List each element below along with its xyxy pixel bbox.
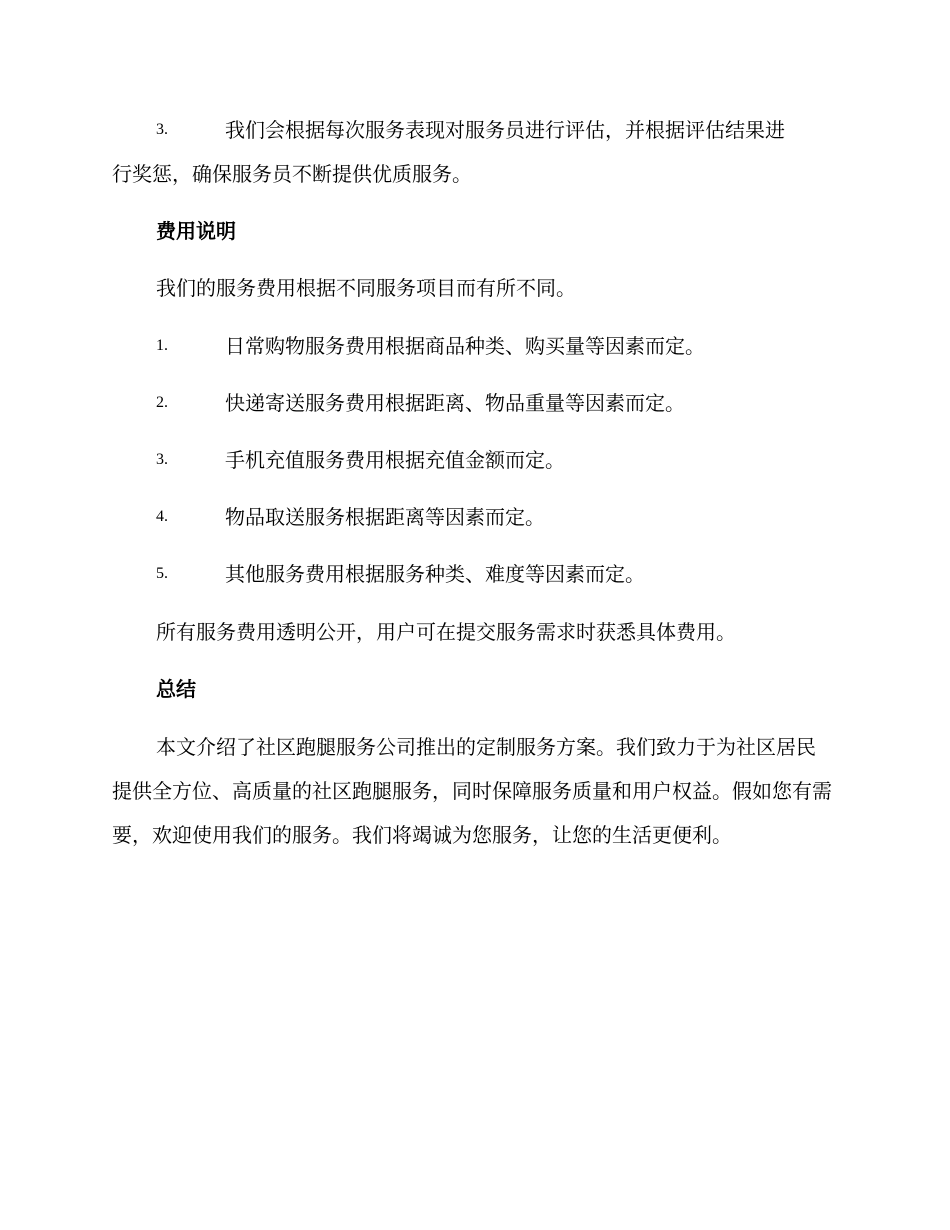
list-item-number: 3. xyxy=(156,121,168,138)
list-item-number: 4. xyxy=(156,508,168,525)
list-item-text: 快递寄送服务费用根据距离、物品重量等因素而定。 xyxy=(225,391,685,415)
list-item xyxy=(112,324,834,368)
list-item-number: 5. xyxy=(156,565,168,582)
list-item-text: 我们会根据每次服务表现对服务员进行评估，并根据评估结果进 xyxy=(225,118,785,142)
list-item-continuation: 行奖惩，确保服务员不断提供优质服务。 xyxy=(112,162,472,186)
list-item xyxy=(112,438,834,482)
summary-paragraph: 本文介绍了社区跑腿服务公司推出的定制服务方案。我们致力于为社区居民提供全方位、高质量的社区跑腿服务，同时保障服务质量和用户权益。假如您有需要，欢迎使用我们的服务。我们将竭诚为您服务，让您的生活更便利。 xyxy=(112,735,832,847)
list-item-text: 日常购物服务费用根据商品种类、购买量等因素而定。 xyxy=(225,334,705,358)
list-item xyxy=(112,495,834,539)
list-item xyxy=(112,552,834,596)
fees-closing-paragraph: 所有服务费用透明公开，用户可在提交服务需求时获悉具体费用。 xyxy=(156,620,736,644)
fees-intro-paragraph: 我们的服务费用根据不同服务项目而有所不同。 xyxy=(156,276,576,300)
section-heading-fees: 费用说明 xyxy=(156,219,236,243)
list-item-number: 2. xyxy=(156,394,168,411)
list-item xyxy=(112,108,834,152)
list-item-text: 物品取送服务根据距离等因素而定。 xyxy=(225,505,545,529)
list-item-number: 1. xyxy=(156,337,168,354)
list-item-text: 手机充值服务费用根据充值金额而定。 xyxy=(225,448,565,472)
list-item-text: 其他服务费用根据服务种类、难度等因素而定。 xyxy=(225,562,645,586)
list-item xyxy=(112,381,834,425)
section-heading-summary: 总结 xyxy=(156,677,196,701)
list-item-number: 3. xyxy=(156,451,168,468)
